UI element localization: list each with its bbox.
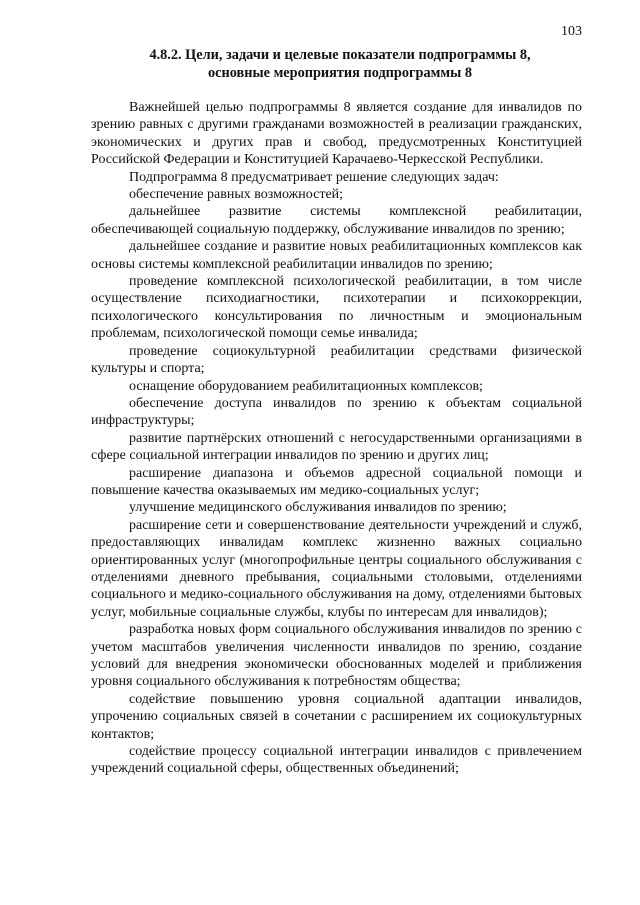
list-item: содействие процессу социальной интеграции инвалидов с привлечением учреждений социальной сферы, общественных объединений; [91, 744, 582, 777]
paragraph: Подпрограмма 8 предусматривает решение следующих задач: [129, 169, 499, 185]
list-item: дальнейшее развитие системы комплексной реабилитации, обеспечивающей социальную поддержку, обслуживание инвалидов по зрению; [91, 204, 582, 237]
page-number: 103 [561, 24, 582, 39]
list-item: проведение социокультурной реабилитации средствами физической культуры и спорта; [91, 343, 582, 377]
list-item: расширение сети и совершенствование деятельности учреждений и служб, предоставляющих инвалидам комплекс жизненно важных социально ориентированных услуг (многопрофильные центры социального обслуживания с отделениями дневного пребывания, социальными столовыми, отделениями социального и медико-социального обслуживания на дому, отделениями бытовых услуг, мобильные социальные службы, клубы по интересам для инвалидов); [91, 517, 582, 620]
section-heading [100, 46, 580, 82]
list-item: дальнейшее создание и развитие новых реабилитационных комплексов как основы системы комплексной реабилитации инвалидов по зрению; [91, 239, 582, 272]
list-item: развитие партнёрских отношений с негосударственными организациями в сфере социальной интеграции инвалидов по зрению и других лиц; [91, 430, 582, 464]
section-heading-line-1: 4.8.2. Цели, задачи и целевые показатели подпрограммы 8, [149, 47, 531, 63]
list-item: разработка новых форм социального обслуживания инвалидов по зрению с учетом масштабов увеличения численности инвалидов по зрению, создание условий для внедрения экономически обоснованных моделей и приближения уровня социального обслуживания к потребностям общества; [91, 622, 582, 690]
list-item: оснащение оборудованием реабилитационных комплексов; [129, 378, 483, 394]
list-item: содействие повышению уровня социальной адаптации инвалидов, упрочению социальных связей в сочетании с расширением их социокультурных контактов; [91, 691, 582, 742]
paragraph: Важнейшей целью подпрограммы 8 является создание для инвалидов по зрению равных с другими гражданами возможностей в реализации гражданских, экономических и других прав и свобод, предусмотренных Конституцией Российской Федерации и Конституцией Карачаево-Черкесской Республики. [91, 100, 582, 168]
list-item: обеспечение равных возможностей; [129, 187, 344, 203]
list-item: расширение диапазона и объемов адресной социальной помощи и повышение качества оказываемых им медико-социальных услуг; [91, 465, 582, 498]
body-text [91, 99, 582, 778]
list-item: улучшение медицинского обслуживания инвалидов по зрению; [129, 500, 507, 516]
section-heading-line-2: основные мероприятия подпрограммы 8 [208, 65, 472, 81]
list-item: проведение комплексной психологической реабилитации, в том числе осуществление психодиагностики, психотерапии и психокоррекции, психологического консультирования по личностным и эмоциональным проблемам, психологической помощи семье инвалида; [91, 274, 582, 342]
list-item: обеспечение доступа инвалидов по зрению к объектам социальной инфраструктуры; [91, 395, 582, 429]
